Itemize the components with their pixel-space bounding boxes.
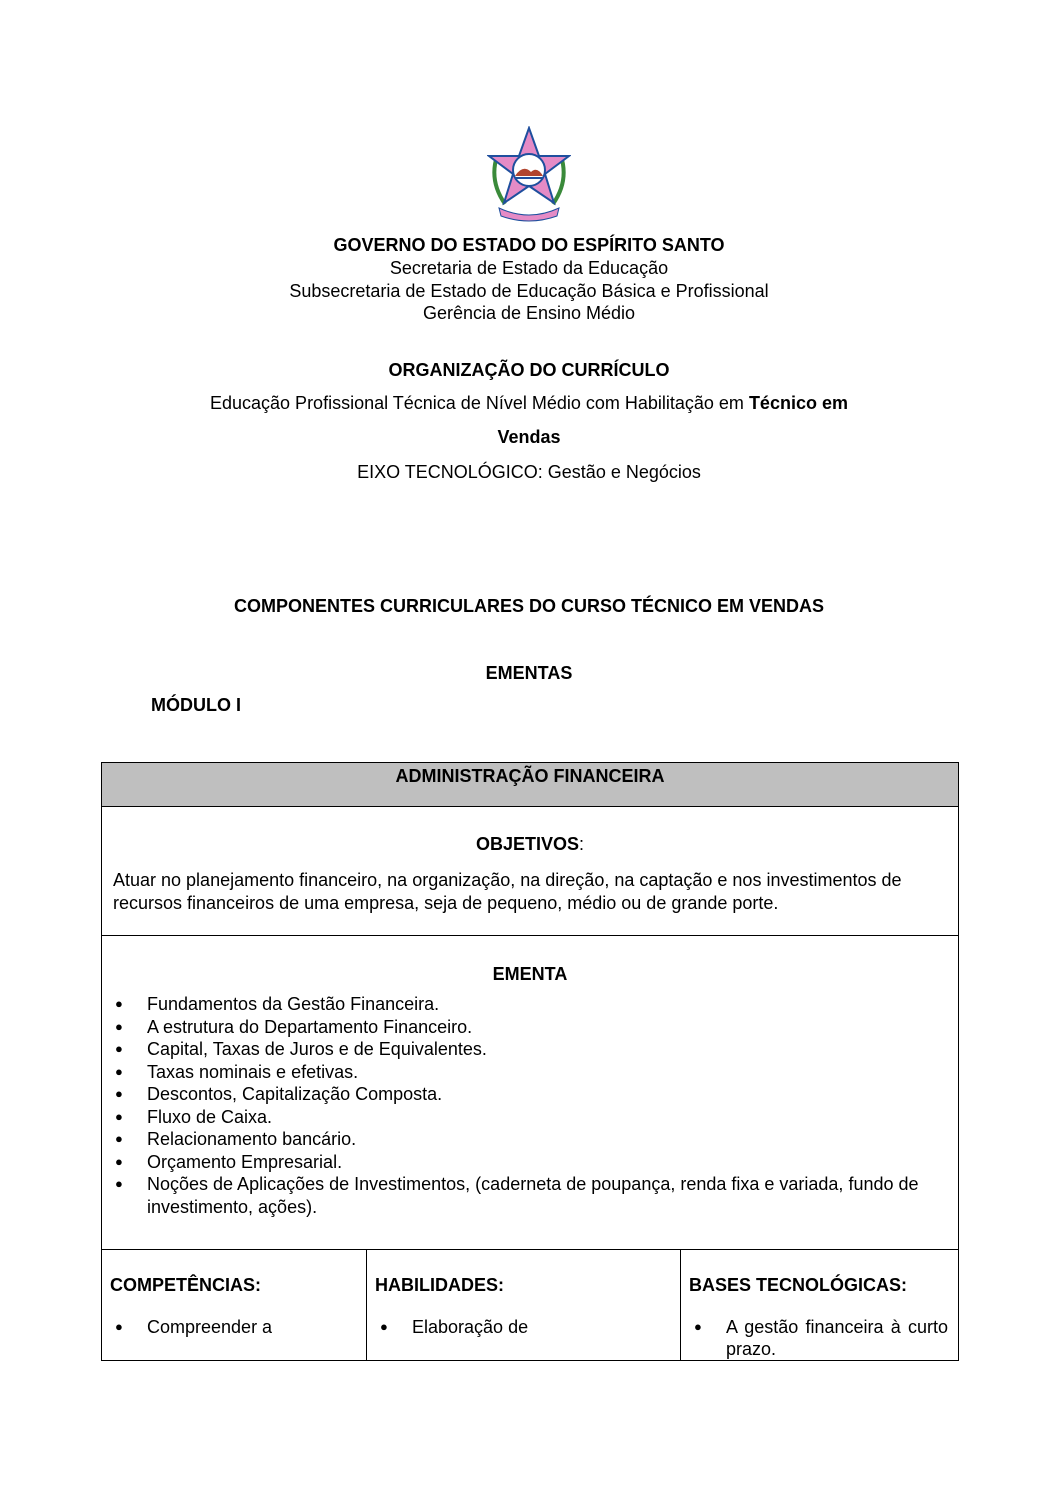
tech-bases-heading: BASES TECNOLÓGICAS:: [689, 1275, 908, 1295]
subsecretariat-line: Subsecretaria de Estado de Educação Básica e Profissional: [289, 281, 769, 301]
ementa-list: [102, 993, 948, 1218]
objectives-heading: [102, 833, 958, 855]
ementas-heading: EMENTAS: [485, 663, 573, 683]
list-item: ● Taxas nominais e efetivas.: [115, 1061, 359, 1082]
ementa-cell: [102, 936, 959, 1250]
objectives-label: OBJETIVOS: [475, 834, 579, 854]
bullet-icon: ●: [115, 1153, 123, 1169]
bullet-icon: ●: [115, 1108, 123, 1124]
management-line: Gerência de Ensino Médio: [422, 303, 636, 323]
bullet-icon: ●: [115, 1041, 123, 1056]
list-item: ● A gestão financeira à curto prazo.: [694, 1317, 948, 1359]
bullet-icon: ●: [115, 996, 123, 1011]
government-title: GOVERNO DO ESTADO DO ESPÍRITO SANTO: [333, 235, 725, 255]
module-heading: MÓDULO I: [151, 695, 241, 715]
ementa-heading: EMENTA: [492, 964, 568, 984]
section-title: COMPONENTES CURRICULARES DO CURSO TÉCNICO EM VENDAS: [233, 596, 825, 616]
tech-bases-cell: [681, 1250, 959, 1361]
objectives-cell: [102, 807, 959, 936]
bullet-icon: ●: [115, 1176, 123, 1191]
list-item: ● Elaboração de: [380, 1317, 529, 1337]
skills-heading: HABILIDADES:: [375, 1275, 504, 1295]
competencies-heading: COMPETÊNCIAS:: [110, 1275, 262, 1295]
bullet-icon: ●: [115, 1018, 123, 1034]
objectives-text: Atuar no planejamento financeiro, na organização, na direção, na captação e nos investimentos de recursos financeiros de uma empresa, seja de pequeno, médio ou de grande porte.: [113, 870, 902, 913]
bullet-icon: ●: [115, 1319, 123, 1334]
technology-axis: EIXO TECNOLÓGICO: Gestão e Negócios: [357, 462, 701, 482]
course-name-part2: Vendas: [497, 427, 561, 447]
bullet-icon: ●: [115, 1086, 123, 1101]
list-item: ● Relacionamento bancário.: [115, 1129, 357, 1149]
bullet-icon: ●: [694, 1319, 702, 1334]
list-item: ● Descontos, Capitalização Composta.: [115, 1084, 443, 1104]
objectives-colon: :: [579, 834, 585, 854]
curriculum-table: [101, 762, 959, 1361]
list-item: ● Fluxo de Caixa.: [115, 1106, 273, 1127]
secretariat-line: Secretaria de Estado da Educação: [389, 258, 669, 278]
competencies-cell: [102, 1250, 367, 1361]
list-item: ● Capital, Taxas de Juros e de Equivalentes.: [115, 1039, 487, 1059]
list-item: ● Orçamento Empresarial.: [115, 1151, 343, 1172]
bullet-icon: ●: [380, 1319, 388, 1334]
list-item: ● A estrutura do Departamento Financeiro.: [115, 1016, 473, 1037]
course-line: [0, 392, 1058, 414]
list-item: ● Compreender a: [115, 1317, 273, 1337]
subject-header: ADMINISTRAÇÃO FINANCEIRA: [102, 763, 959, 807]
list-item: ● Fundamentos da Gestão Financeira.: [115, 994, 440, 1014]
course-prefix: Educação Profissional Técnica de Nível Médio com Habilitação em: [210, 393, 749, 413]
bullet-icon: ●: [115, 1063, 123, 1079]
list-item: ● Noções de Aplicações de Investimentos, (caderneta de poupança, renda fixa e variada, fundo de investimento, ações).: [115, 1174, 919, 1217]
state-coat-of-arms-icon: [487, 126, 571, 222]
curriculum-title: ORGANIZAÇÃO DO CURRÍCULO: [388, 360, 670, 380]
skills-cell: [367, 1250, 681, 1361]
bullet-icon: ●: [115, 1131, 123, 1146]
course-name-part1: Técnico em: [748, 393, 848, 413]
